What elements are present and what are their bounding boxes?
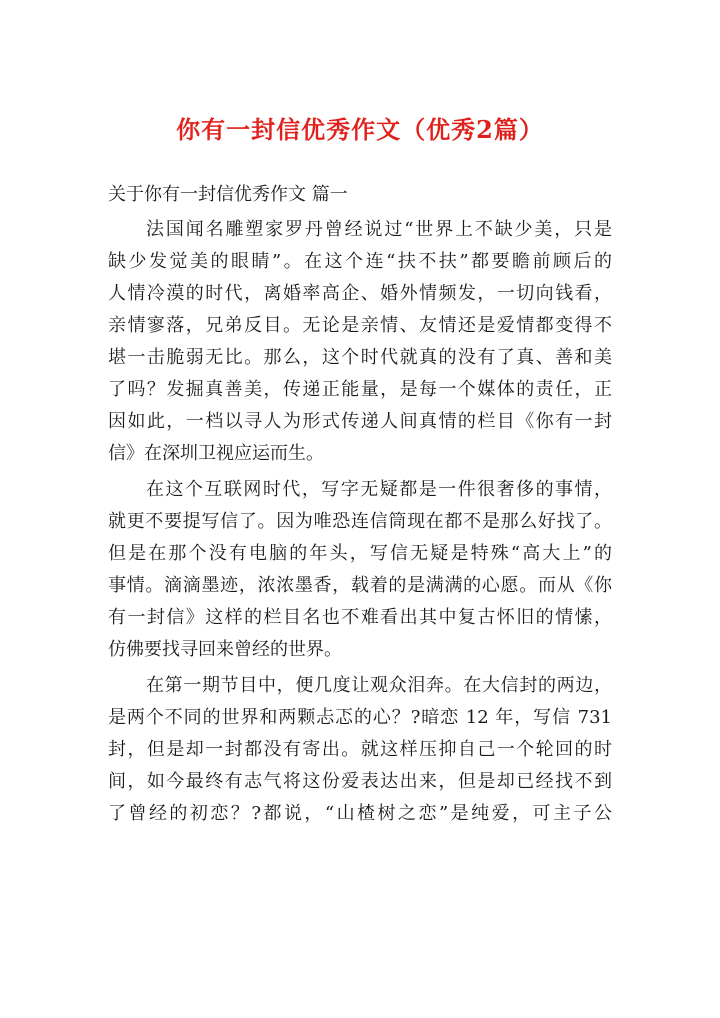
text-line: 事情。滴滴墨迹，浓浓墨香，载着的是满满的心愿。而从《你	[108, 575, 612, 596]
text-line: 间，如今最终有志气将这份爱表达出来，但是却已经找不到	[108, 771, 612, 792]
text-line: 有一封信》这样的栏目名也不难看出其中复古怀旧的情愫，	[108, 607, 612, 628]
text-line: 是两个不同的世界和两颗忐忑的心？?暗恋 12 年，写信 731	[108, 707, 612, 728]
document-title: 你有一封信优秀作文（优秀2篇）	[176, 115, 544, 144]
text-line: 人情冷漠的时代，离婚率高企、婚外情频发，一切向钱看，	[108, 283, 612, 304]
text-line: 仿佛要找寻回来曾经的世界。	[108, 639, 342, 660]
text-line: 在这个互联网时代，写字无疑都是一件很奢侈的事情，	[146, 479, 612, 500]
text-line: 就更不要提写信了。因为唯恐连信筒现在都不是那么好找了。	[108, 511, 612, 532]
text-line: 因如此，一档以寻人为形式传递人间真情的栏目《你有一封	[108, 411, 612, 432]
text-line: 了曾经的初恋？?都说，“山楂树之恋”是纯爱，可主子公	[108, 803, 612, 824]
paragraph-1	[108, 214, 612, 470]
text-line: 了吗？发掘真善美，传递正能量，是每一个媒体的责任，正	[108, 379, 612, 400]
section-heading: 关于你有一封信优秀作文 篇一	[108, 184, 348, 205]
text-line: 但是在那个没有电脑的年头，写信无疑是特殊“高大上”的	[108, 543, 612, 564]
text-line: 封，但是却一封都没有寄出。就这样压抑自己一个轮回的时	[108, 739, 612, 760]
text-line: 缺少发觉美的眼睛”。在这个连“扶不扶”都要瞻前顾后的	[108, 251, 612, 272]
text-line: 堪一击脆弱无比。那么，这个时代就真的没有了真、善和美	[108, 347, 612, 368]
body-text	[108, 214, 612, 834]
paragraph-3	[108, 670, 612, 830]
text-line: 法国闻名雕塑家罗丹曾经说过“世界上不缺少美，只是	[146, 219, 612, 240]
text-line: 信》在深圳卫视应运而生。	[108, 443, 324, 464]
text-line: 在第一期节目中，便几度让观众泪奔。在大信封的两边，	[146, 675, 612, 696]
text-line: 亲情寥落，兄弟反目。无论是亲情、友情还是爱情都变得不	[108, 315, 612, 336]
paragraph-2	[108, 474, 612, 666]
